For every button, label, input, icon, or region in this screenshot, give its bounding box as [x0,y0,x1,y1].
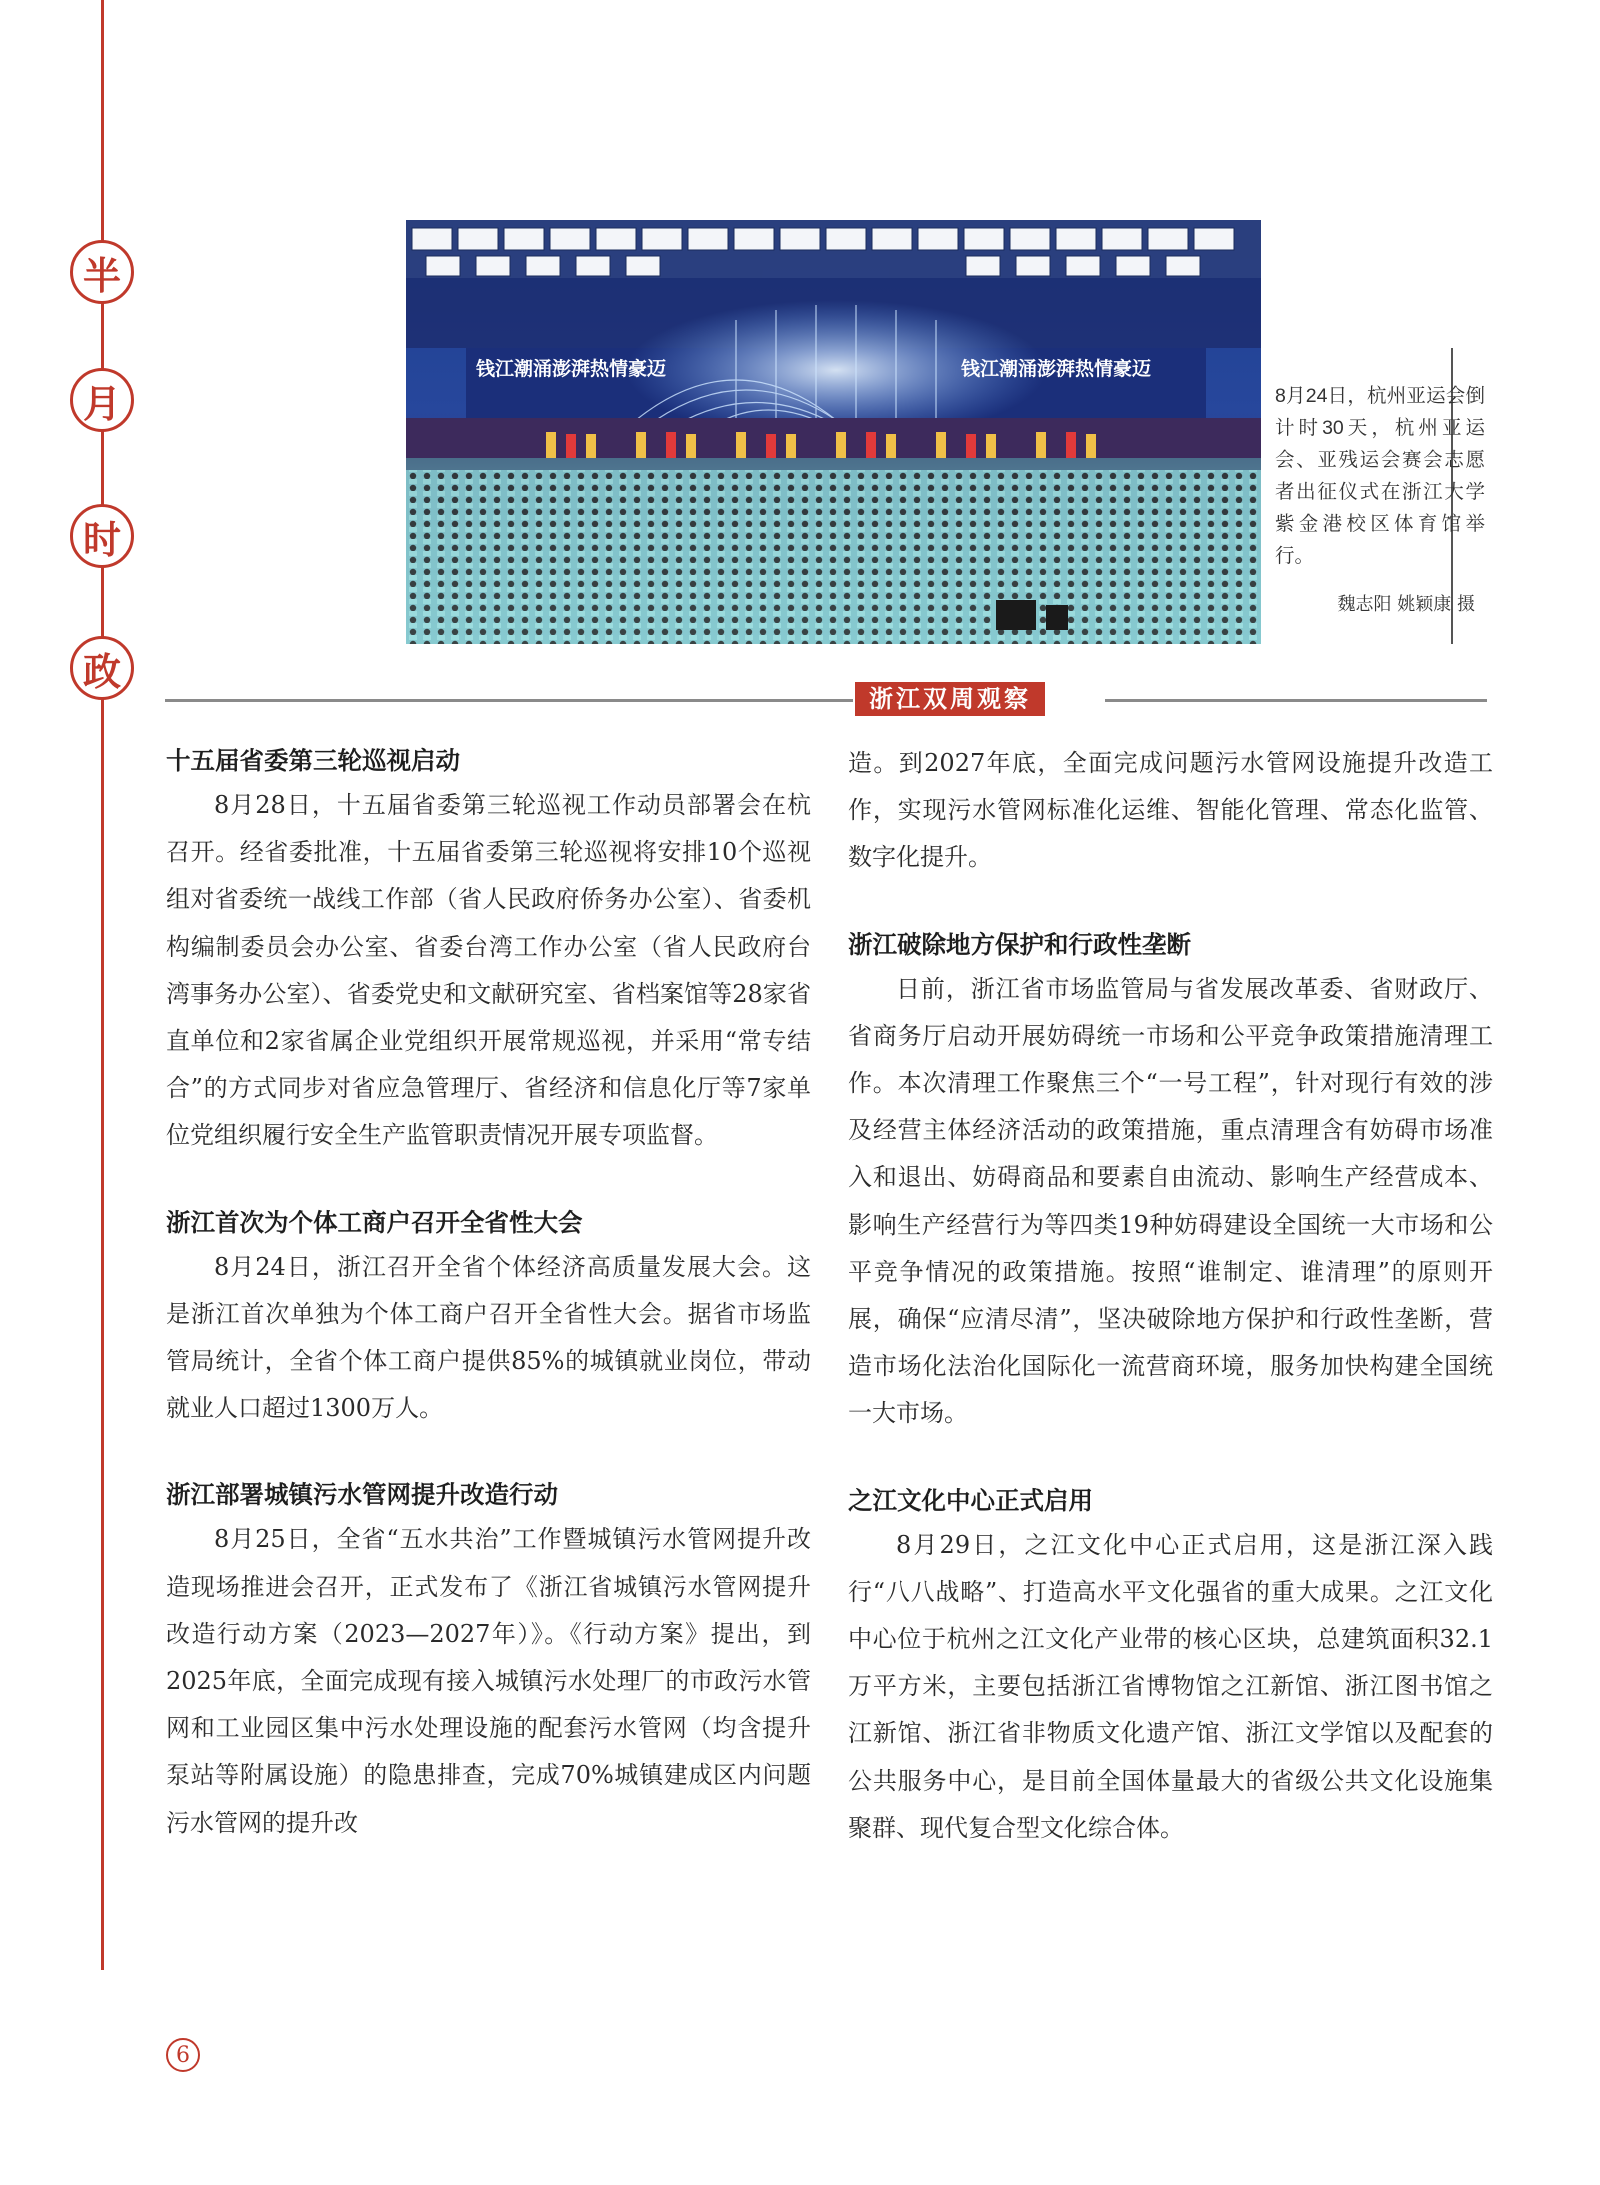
article-title: 之江文化中心正式启用 [848,1485,1093,1515]
article-title: 十五届省委第三轮巡视启动 [166,746,460,775]
photo-credit: 魏志阳 姚颖康 摄 [1337,594,1475,615]
article-body-continued: 造。到2027年底，全面完成问题污水管网设施提升改造工作，实现污水管网标准化运维、智能化管理、常态化监管、数字化提升。 [848,749,1493,872]
article-title: 浙江破除地方保护和行政性垄断 [848,929,1191,959]
column-badge-char: 政 [70,636,134,700]
article-body: 8月24日，浙江召开全省个体经济高质量发展大会。这是浙江首次单独为个体工商户召开全省性大会。据省市场监管局统计，全省个体工商户提供85%的城镇就业岗位，带动就业人口超过1300万人。 [166,1252,811,1423]
column-badge-char: 月 [70,368,134,432]
page-number: 6 [166,2038,200,2072]
article-body: 8月29日，之江文化中心正式启用，这是浙江深入践行“八八战略”、打造高水平文化强省的重大成果。之江文化中心位于杭州之江文化产业带的核心区块，总建筑面积32.1万平方米，主要包括浙江省博物馆之江新馆、浙江图书馆之江新馆、浙江省非物质文化遗产馆、浙江文学馆以及配套的公共服务中心，是目前全国体量最大的省级公共文化设施集聚群、现代复合型文化综合体。 [848,1530,1493,1842]
left-column [166,740,811,1847]
photo-banner-left: 钱江潮涌澎湃热情豪迈 [476,358,667,380]
section-rule-right [1105,699,1487,702]
section-header [165,685,1487,713]
article-title: 浙江部署城镇污水管网提升改造行动 [166,1480,558,1510]
article-body: 8月25日，全省“五水共治”工作暨城镇污水管网提升改造现场推进会召开，正式发布了《浙江省城镇污水管网提升改造行动方案（2023—2027年）》。《行动方案》提出，到2025年底，全面完成现有接入城镇污水处理厂的市政污水管网和工业园区集中污水处理设施的配套污水管网（均含提升泵站等附属设施）的隐患排查，完成70%城镇建成区内问题污水管网的提升改 [166,1525,811,1837]
article-body: 8月28日，十五届省委第三轮巡视工作动员部署会在杭召开。经省委批准，十五届省委第三轮巡视将安排10个巡视组对省委统一战线工作部（省人民政府侨务办公室）、省委机构编制委员会办公室、省委台湾工作办公室（省人民政府台湾事务办公室）、省委党史和文献研究室、省档案馆等28家省直单位和2家省属企业党组织开展常规巡视，并采用“常专结合”的方式同步对省应急管理厅、省经济和信息化厅等7家单位党组织履行安全生产监管职责情况开展专项监督。 [166,791,811,1150]
column-badge-char: 半 [70,240,134,304]
section-title: 浙江双周观察 [855,682,1045,716]
news-photo [406,220,1261,644]
article-title: 浙江首次为个体工商户召开全省性大会 [166,1207,583,1237]
column-badge-char: 时 [70,504,134,568]
article-body: 日前，浙江省市场监管局与省发展改革委、省财政厅、省商务厅启动开展妨碍统一市场和公平竞争政策措施清理工作。本次清理工作聚焦三个“一号工程”，针对现行有效的涉及经营主体经济活动的政策措施，重点清理含有妨碍市场准入和退出、妨碍商品和要素自由流动、影响生产经营成本、影响生产经营行为等四类19种妨碍建设全国统一大市场和公平竞争情况的政策措施。按照“谁制定、谁清理”的原则开展，确保“应清尽清”，坚决破除地方保护和行政性垄断，营造市场化法治化国际化一流营商环境，服务加快构建全国统一大市场。 [848,974,1493,1428]
right-column [848,740,1493,1852]
photo-caption: 8月24日，杭州亚运会倒计时30天，杭州亚运会、亚残运会赛会志愿者出征仪式在浙江大学紫金港校区体育馆举行。 [1275,385,1485,567]
section-rule-left [165,699,853,702]
photo-banner-right: 钱江潮涌澎湃热情豪迈 [961,358,1152,380]
